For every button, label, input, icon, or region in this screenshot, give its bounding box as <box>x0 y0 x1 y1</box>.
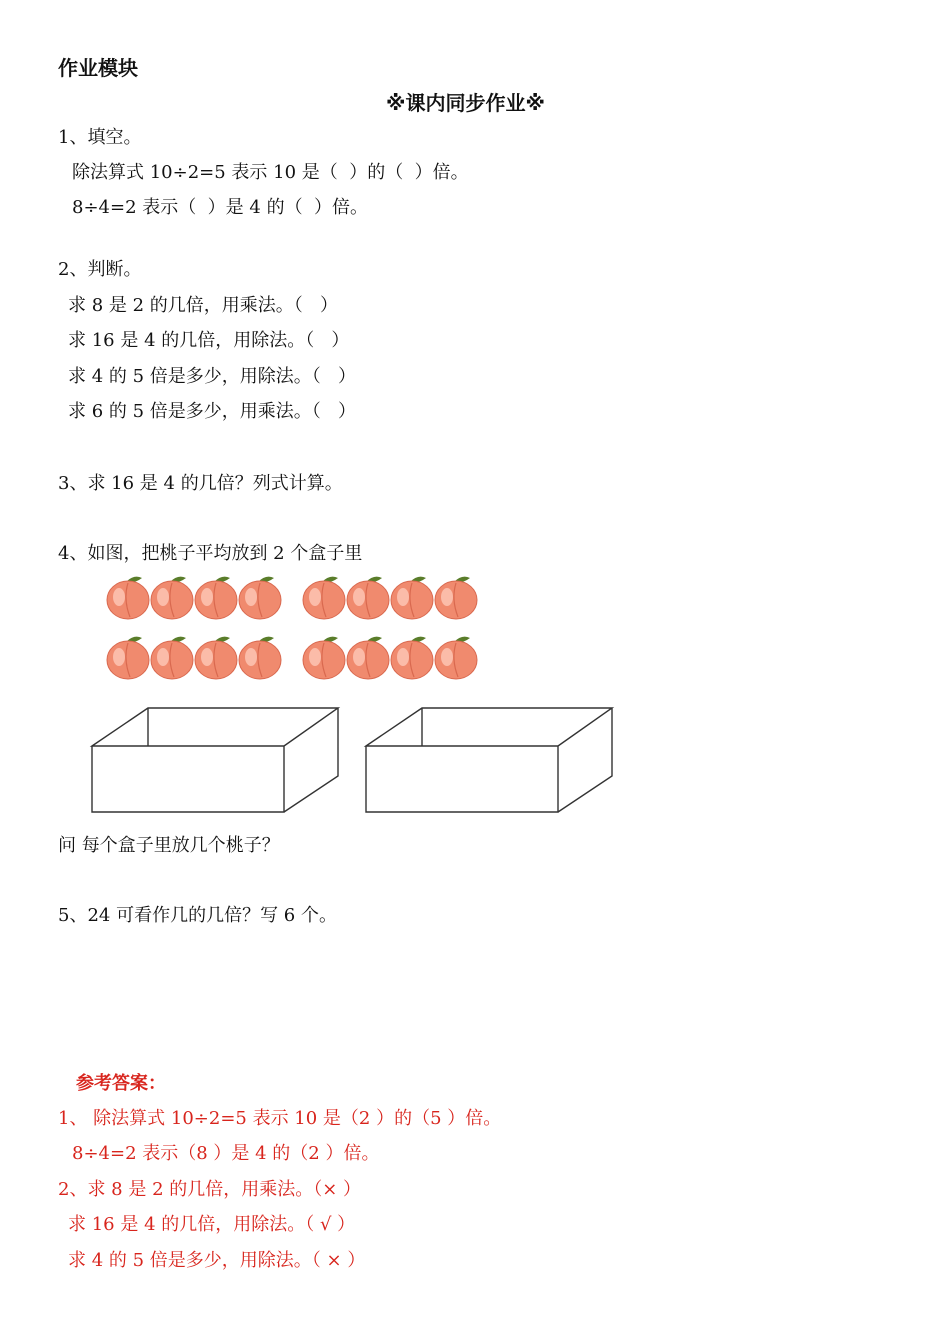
peach-icon <box>347 577 389 619</box>
peach-icon <box>107 577 149 619</box>
q5-heading: 5、24 可看作几的几倍？写 6 个。 <box>58 905 337 926</box>
q1-heading: 1、填空。 <box>58 127 142 148</box>
boxes-illustration <box>86 700 626 822</box>
q2-line-3: 求 4 的 5 倍是多少，用除法。（ ） <box>68 366 356 387</box>
peach-icon <box>195 637 237 679</box>
peach-icon <box>435 637 477 679</box>
q4-question: 问 每个盒子里放几个桃子？ <box>58 835 280 856</box>
section-title: ※课内同步作业※ <box>386 91 545 115</box>
answer-line-1: 1、 除法算式 10÷2=5 表示 10 是（2 ）的（5 ）倍。 <box>58 1108 502 1129</box>
answer-line-5: 求 4 的 5 倍是多少，用除法。（ × ） <box>68 1250 366 1271</box>
peach-icon <box>151 577 193 619</box>
answer-line-2: 8÷4=2 表示（8 ）是 4 的（2 ）倍。 <box>72 1143 380 1164</box>
peach-icon <box>303 577 345 619</box>
peach-icon <box>391 637 433 679</box>
peach-icon <box>195 577 237 619</box>
peach-icon <box>239 637 281 679</box>
peach-icon <box>391 577 433 619</box>
peach-icon <box>435 577 477 619</box>
q3-heading: 3、求 16 是 4 的几倍？列式计算。 <box>58 473 343 494</box>
answer-line-4: 求 16 是 4 的几倍，用除法。（ √ ） <box>68 1214 356 1235</box>
peach-icon <box>151 637 193 679</box>
peach-icon <box>239 577 281 619</box>
q2-heading: 2、判断。 <box>58 259 142 280</box>
peach-icon <box>303 637 345 679</box>
q2-line-4: 求 6 的 5 倍是多少，用乘法。（ ） <box>68 401 356 422</box>
q2-line-2: 求 16 是 4 的几倍，用除法。（ ） <box>68 330 350 351</box>
peaches-illustration <box>100 572 490 690</box>
q1-line-1: 除法算式 10÷2=5 表示 10 是（ ）的（ ）倍。 <box>72 162 469 183</box>
box-icon <box>366 708 612 812</box>
q2-line-1: 求 8 是 2 的几倍，用乘法。（ ） <box>68 295 338 316</box>
q4-heading: 4、如图，把桃子平均放到 2 个盒子里 <box>58 543 363 564</box>
answers-heading: 参考答案： <box>76 1073 166 1094</box>
q1-line-2: 8÷4=2 表示（ ）是 4 的（ ）倍。 <box>72 197 369 218</box>
answer-line-3: 2、求 8 是 2 的几倍，用乘法。（× ） <box>58 1179 362 1200</box>
module-title: 作业模块 <box>58 56 138 80</box>
box-icon <box>92 708 338 812</box>
peach-icon <box>347 637 389 679</box>
peach-icon <box>107 637 149 679</box>
